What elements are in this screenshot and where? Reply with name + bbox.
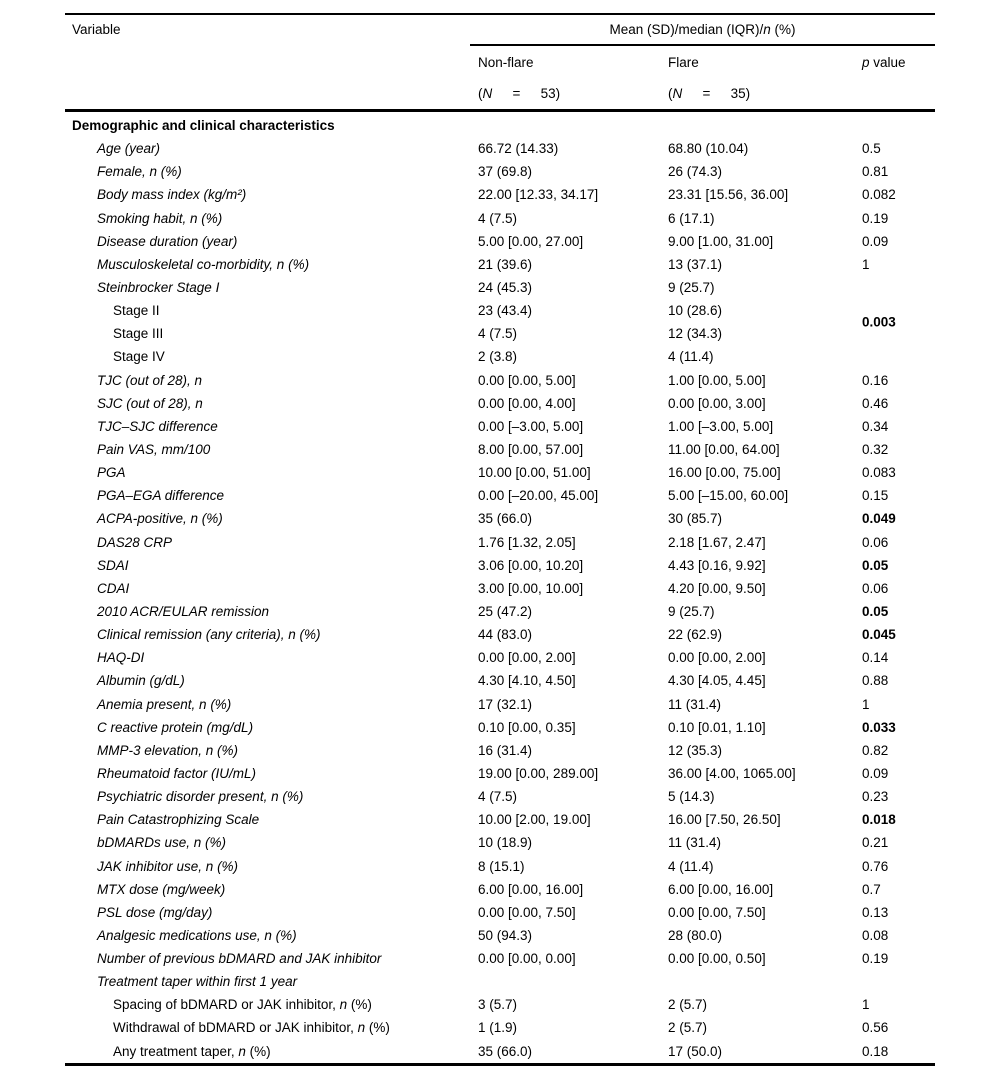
cell-nonflare: 50 (94.3): [478, 927, 533, 943]
row-label: HAQ-DI: [97, 650, 145, 666]
cell-flare: 11.00 [0.00, 64.00]: [668, 441, 780, 457]
cell-pvalue: 1: [862, 997, 870, 1013]
cell-flare: 0.00 [0.00, 3.00]: [668, 395, 766, 411]
table-row: [65, 1016, 935, 1039]
table-row: [65, 276, 935, 299]
cell-flare: 4 (11.4): [668, 349, 714, 365]
cell-flare: 0.00 [0.00, 7.50]: [668, 904, 766, 920]
table-row: [65, 183, 935, 206]
cell-flare: 22 (62.9): [668, 627, 723, 643]
cell-flare: 0.00 [0.00, 2.00]: [668, 650, 766, 666]
row-label: TJC (out of 28), n: [97, 372, 203, 388]
cell-pvalue: 0.56: [862, 1020, 889, 1036]
cell-nonflare: 4 (7.5): [478, 326, 518, 342]
cell-nonflare: 0.00 [0.00, 5.00]: [478, 372, 576, 388]
table-row: [65, 947, 935, 970]
table-row: [65, 808, 935, 831]
cell-pvalue: 0.06: [862, 534, 889, 550]
cell-pvalue: 0.049: [862, 511, 896, 527]
cell-nonflare: 0.00 [–3.00, 5.00]: [478, 418, 584, 434]
row-label: Any treatment taper, n (%): [113, 1043, 271, 1059]
cell-nonflare: 37 (69.8): [478, 164, 533, 180]
table-row: [65, 137, 935, 160]
col-header-nonflare: Non-flare: [478, 55, 534, 70]
table-row: [65, 415, 935, 438]
cell-pvalue: 0.82: [862, 742, 889, 758]
cell-nonflare: 22.00 [12.33, 34.17]: [478, 187, 599, 203]
paper-table: [65, 0, 935, 1083]
row-label: CDAI: [97, 580, 130, 596]
cell-flare: 9 (25.7): [668, 603, 715, 619]
row-label: Psychiatric disorder present, n (%): [97, 789, 304, 805]
cell-pvalue: 0.083: [862, 465, 896, 481]
cell-flare: 1.00 [0.00, 5.00]: [668, 372, 766, 388]
nonflare-sample-size: (N = 53): [478, 86, 561, 101]
cell-nonflare: 6.00 [0.00, 16.00]: [478, 881, 584, 897]
cell-nonflare: 8.00 [0.00, 57.00]: [478, 441, 584, 457]
table-body: [65, 114, 935, 1063]
cell-pvalue: 0.09: [862, 765, 889, 781]
cell-flare: 16.00 [0.00, 75.00]: [668, 465, 781, 481]
row-label: Clinical remission (any criteria), n (%): [97, 627, 321, 643]
table-row: [65, 855, 935, 878]
cell-nonflare: 0.00 [0.00, 7.50]: [478, 904, 576, 920]
table-row: [65, 438, 935, 461]
row-label: Number of previous bDMARD and JAK inhibitor: [97, 951, 382, 967]
cell-nonflare: 2 (3.8): [478, 349, 518, 365]
cell-pvalue: 0.7: [862, 881, 881, 897]
cell-pvalue: 0.18: [862, 1043, 889, 1059]
cell-pvalue: 0.15: [862, 488, 889, 504]
cell-pvalue: 0.23: [862, 789, 889, 805]
cell-nonflare: 1 (1.9): [478, 1020, 518, 1036]
cell-nonflare: 0.10 [0.00, 0.35]: [478, 719, 576, 735]
cell-flare: 4.30 [4.05, 4.45]: [668, 673, 766, 689]
cell-pvalue: 0.09: [862, 233, 889, 249]
row-label: MMP-3 elevation, n (%): [97, 742, 239, 758]
header-bottom-rule: [65, 109, 935, 112]
cell-nonflare: [478, 114, 668, 137]
cell-nonflare: 4.30 [4.10, 4.50]: [478, 673, 576, 689]
cell-pvalue: 0.19: [862, 210, 889, 226]
cell-pvalue: 0.05: [862, 557, 889, 573]
span-column-header: Mean (SD)/median (IQR)/n (%): [609, 22, 796, 37]
cell-pvalue: 0.14: [862, 650, 889, 666]
table-row: [65, 970, 935, 993]
cell-nonflare: 35 (66.0): [478, 511, 533, 527]
cell-nonflare: 0.00 [0.00, 4.00]: [478, 395, 576, 411]
cell-flare: 9.00 [1.00, 31.00]: [668, 233, 774, 249]
cell-nonflare: 10.00 [2.00, 19.00]: [478, 812, 591, 828]
cell-nonflare: [478, 970, 668, 993]
table-row: [65, 230, 935, 253]
cell-nonflare: 8 (15.1): [478, 858, 525, 874]
col-header-flare: Flare: [668, 55, 699, 70]
cell-nonflare: 4 (7.5): [478, 789, 518, 805]
cell-flare: 68.80 (10.04): [668, 141, 749, 157]
cell-pvalue: 0.13: [862, 904, 889, 920]
cell-nonflare: 5.00 [0.00, 27.00]: [478, 233, 584, 249]
cell-flare: 4.20 [0.00, 9.50]: [668, 580, 766, 596]
table-row: [65, 253, 935, 276]
table-row: [65, 646, 935, 669]
cell-pvalue: 0.76: [862, 858, 889, 874]
cell-nonflare: 44 (83.0): [478, 627, 533, 643]
table-row: [65, 716, 935, 739]
cell-flare: 16.00 [7.50, 26.50]: [668, 812, 781, 828]
table-row: [65, 878, 935, 901]
table-row: [65, 669, 935, 692]
row-label: 2010 ACR/EULAR remission: [97, 603, 270, 619]
cell-flare: 0.00 [0.00, 0.50]: [668, 951, 766, 967]
cell-pvalue: [862, 114, 935, 137]
table-row: [65, 739, 935, 762]
table-row: [65, 345, 935, 368]
cell-nonflare: 35 (66.0): [478, 1043, 533, 1059]
cell-pvalue: 0.16: [862, 372, 889, 388]
table-row: [65, 299, 935, 330]
cell-flare: 12 (35.3): [668, 742, 723, 758]
cell-flare: 10 (28.6): [668, 303, 723, 319]
cell-pvalue: 0.81: [862, 164, 889, 180]
table-bottom-rule: [65, 1063, 935, 1066]
table-row: [65, 1040, 935, 1063]
table-row: [65, 762, 935, 785]
cell-flare: 36.00 [4.00, 1065.00]: [668, 765, 796, 781]
cell-pvalue: [862, 345, 935, 368]
row-label: Stage IV: [113, 349, 165, 365]
cell-flare: 12 (34.3): [668, 326, 723, 342]
cell-nonflare: 0.00 [–20.00, 45.00]: [478, 488, 599, 504]
row-label: Disease duration (year): [97, 233, 238, 249]
row-label: Pain VAS, mm/100: [97, 441, 211, 457]
table-row: [65, 207, 935, 230]
cell-pvalue: 0.082: [862, 187, 896, 203]
row-label: Albumin (g/dL): [97, 673, 185, 689]
table-row: [65, 924, 935, 947]
cell-flare: 2 (5.7): [668, 997, 708, 1013]
cell-nonflare: 0.00 [0.00, 0.00]: [478, 951, 576, 967]
row-label: Withdrawal of bDMARD or JAK inhibitor, n (%): [113, 1020, 390, 1036]
table-row: [65, 507, 935, 530]
row-label: Demographic and clinical characteristics: [72, 118, 335, 133]
row-label: Analgesic medications use, n (%): [97, 927, 297, 943]
cell-flare: 26 (74.3): [668, 164, 723, 180]
cell-nonflare: 1.76 [1.32, 2.05]: [478, 534, 576, 550]
row-label: Stage III: [113, 326, 164, 342]
row-label: Treatment taper within first 1 year: [97, 974, 298, 990]
cell-pvalue: 0.06: [862, 580, 889, 596]
flare-sample-size: (N = 35): [668, 86, 751, 101]
cell-nonflare: 24 (45.3): [478, 279, 533, 295]
row-label: Musculoskeletal co-morbidity, n (%): [97, 256, 310, 272]
cell-nonflare: 3 (5.7): [478, 997, 518, 1013]
table-row: [65, 369, 935, 392]
row-label: Age (year): [97, 141, 161, 157]
cell-pvalue: [862, 970, 935, 993]
table-row: [65, 901, 935, 924]
cell-nonflare: 17 (32.1): [478, 696, 533, 712]
cell-nonflare: 3.06 [0.00, 10.20]: [478, 557, 584, 573]
row-label: DAS28 CRP: [97, 534, 173, 550]
table-row: [65, 785, 935, 808]
cell-flare: 17 (50.0): [668, 1043, 723, 1059]
row-label: Body mass index (kg/m²): [97, 187, 247, 203]
table-row: [65, 531, 935, 554]
cell-flare: 2.18 [1.67, 2.47]: [668, 534, 766, 550]
row-label: Pain Catastrophizing Scale: [97, 812, 260, 828]
table-row: [65, 623, 935, 646]
row-label: Spacing of bDMARD or JAK inhibitor, n (%): [113, 997, 372, 1013]
cell-pvalue: 0.018: [862, 812, 896, 828]
cell-nonflare: 3.00 [0.00, 10.00]: [478, 580, 584, 596]
cell-nonflare: 23 (43.4): [478, 303, 533, 319]
cell-nonflare: 21 (39.6): [478, 256, 533, 272]
cell-flare: 9 (25.7): [668, 279, 715, 295]
cell-pvalue: 0.88: [862, 673, 889, 689]
cell-nonflare: 4 (7.5): [478, 210, 518, 226]
table-row: [65, 392, 935, 415]
cell-nonflare: 0.00 [0.00, 2.00]: [478, 650, 576, 666]
cell-flare: 6 (17.1): [668, 210, 715, 226]
table-row: [65, 993, 935, 1016]
cell-nonflare: 10 (18.9): [478, 835, 533, 851]
cell-flare: 23.31 [15.56, 36.00]: [668, 187, 789, 203]
table-row: [65, 160, 935, 183]
cell-pvalue: 0.19: [862, 951, 889, 967]
cell-flare: 13 (37.1): [668, 256, 723, 272]
cell-pvalue: [862, 276, 935, 299]
table-row: [65, 577, 935, 600]
table-row: [65, 831, 935, 854]
variable-column-header: Variable: [72, 22, 121, 37]
cell-flare: 2 (5.7): [668, 1020, 708, 1036]
cell-pvalue: 0.5: [862, 141, 881, 157]
cell-nonflare: 25 (47.2): [478, 603, 533, 619]
cell-flare: 6.00 [0.00, 16.00]: [668, 881, 774, 897]
cell-nonflare: 19.00 [0.00, 289.00]: [478, 765, 599, 781]
row-label: SJC (out of 28), n: [97, 395, 203, 411]
table-row: [65, 322, 935, 345]
table-row: [65, 114, 935, 137]
row-label: Steinbrocker Stage I: [97, 279, 220, 295]
cell-flare: [668, 970, 862, 993]
cell-pvalue: 0.05: [862, 603, 889, 619]
cell-flare: 5.00 [–15.00, 60.00]: [668, 488, 789, 504]
cell-pvalue: 1: [862, 696, 870, 712]
cell-nonflare: 16 (31.4): [478, 742, 533, 758]
cell-flare: 30 (85.7): [668, 511, 723, 527]
cell-pvalue: 0.003: [862, 314, 896, 330]
cell-pvalue: 0.21: [862, 835, 889, 851]
row-label: bDMARDs use, n (%): [97, 835, 227, 851]
cell-pvalue: 0.08: [862, 927, 889, 943]
cell-flare: [668, 114, 862, 137]
cell-flare: 4.43 [0.16, 9.92]: [668, 557, 766, 573]
row-label: TJC–SJC difference: [97, 418, 218, 434]
cell-nonflare: 66.72 (14.33): [478, 141, 559, 157]
cell-pvalue: 0.033: [862, 719, 896, 735]
cell-flare: 1.00 [–3.00, 5.00]: [668, 418, 774, 434]
row-label: ACPA-positive, n (%): [97, 511, 223, 527]
row-label: C reactive protein (mg/dL): [97, 719, 254, 735]
row-label: MTX dose (mg/week): [97, 881, 226, 897]
table-top-rule: [65, 13, 935, 15]
cell-flare: 11 (31.4): [668, 696, 722, 712]
cell-flare: 0.10 [0.01, 1.10]: [668, 719, 766, 735]
row-label: PSL dose (mg/day): [97, 904, 213, 920]
table-row: [65, 600, 935, 623]
table-row: [65, 554, 935, 577]
cell-pvalue: 0.34: [862, 418, 889, 434]
cell-flare: 4 (11.4): [668, 858, 714, 874]
table-row: [65, 484, 935, 507]
table-row: [65, 461, 935, 484]
row-label: SDAI: [97, 557, 129, 573]
table-row: [65, 693, 935, 716]
row-label: Smoking habit, n (%): [97, 210, 223, 226]
row-label: Anemia present, n (%): [97, 696, 232, 712]
col-header-pvalue: p value: [862, 55, 906, 70]
cell-pvalue: 0.32: [862, 441, 889, 457]
cell-nonflare: 10.00 [0.00, 51.00]: [478, 465, 591, 481]
row-label: Rheumatoid factor (IU/mL): [97, 765, 257, 781]
cell-pvalue: 0.045: [862, 627, 896, 643]
cell-flare: 5 (14.3): [668, 789, 715, 805]
row-label: JAK inhibitor use, n (%): [97, 858, 239, 874]
row-label: Stage II: [113, 303, 160, 319]
row-label: PGA: [97, 465, 126, 481]
cell-pvalue: 1: [862, 256, 870, 272]
cell-flare: 28 (80.0): [668, 927, 723, 943]
cell-pvalue: 0.46: [862, 395, 889, 411]
row-label: PGA–EGA difference: [97, 488, 225, 504]
row-label: Female, n (%): [97, 164, 182, 180]
span-header-rule: [470, 44, 935, 46]
cell-flare: 11 (31.4): [668, 835, 722, 851]
